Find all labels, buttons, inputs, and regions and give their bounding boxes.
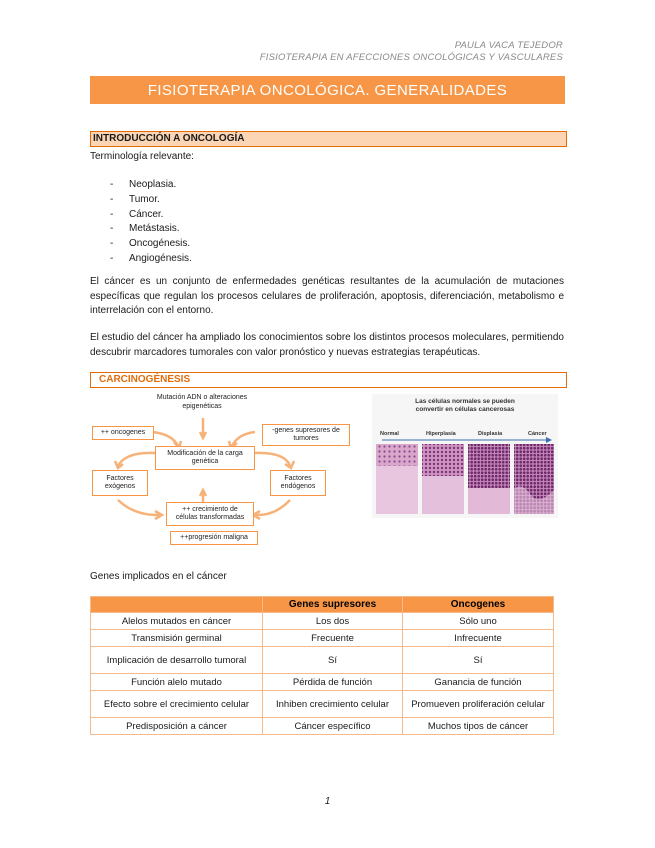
list-item: - Angiogénesis.	[110, 252, 192, 267]
transformed-cells-box: ++ crecimiento de células transformadas	[166, 502, 254, 526]
table-row: Efecto sobre el crecimiento celular Inhiben crecimiento celular Promueven proliferación celular	[91, 691, 554, 718]
table-row: Transmisión germinal Frecuente Infrecuente	[91, 630, 554, 647]
endogenous-factors-box: Factores endógenos	[270, 470, 326, 496]
table-header-supressor: Genes supresores	[263, 597, 403, 613]
paragraph-cancer-study: El estudio del cáncer ha ampliado los conocimientos sobre los distintos procesos moleculares, permitiendo descubrir marcadores tumorales con valor pronóstico y nuevas estrategias terapéuticas.	[90, 332, 564, 358]
page-title: FISIOTERAPIA ONCOLÓGICA. GENERALIDADES	[90, 76, 565, 104]
exogenous-factors-box: Factores exógenos	[92, 470, 148, 496]
list-item: - Neoplasia.	[110, 178, 192, 193]
table-header-row	[91, 597, 554, 613]
genes-table	[90, 596, 554, 735]
mutation-label: Mutación ADN o alteraciones epigenéticas	[156, 394, 248, 410]
carcinogenesis-diagram	[90, 390, 360, 550]
stage-label-cancer: Cáncer	[528, 431, 547, 437]
table-header-oncogenes: Oncogenes	[403, 597, 554, 613]
author-name: PAULA VACA TEJEDOR	[454, 40, 563, 51]
malignant-progression-box: ++progresión maligna	[170, 531, 258, 545]
list-item: - Oncogénesis.	[110, 237, 192, 252]
stage-label-dysplasia: Displasia	[478, 431, 503, 437]
table-row: Implicación de desarrollo tumoral Sí Sí	[91, 647, 554, 674]
table-row: Función alelo mutado Pérdida de función Ganancia de función	[91, 674, 554, 691]
section-heading-intro: INTRODUCCIÓN A ONCOLOGÍA	[90, 131, 567, 147]
stage-label-hyperplasia: Hiperplasia	[426, 431, 456, 437]
page-number: 1	[324, 796, 331, 807]
supressor-genes-box: -genes supresores de tumores	[262, 424, 350, 446]
course-name: FISIOTERAPIA EN AFECCIONES ONCOLÓGICAS Y VASCULARES	[259, 52, 563, 63]
list-item: - Tumor.	[110, 193, 192, 208]
histology-figure	[372, 394, 558, 518]
genes-caption: Genes implicados en el cáncer	[90, 571, 227, 582]
paragraph-cancer-definition: El cáncer es un conjunto de enfermedades genéticas resultantes de la acumulación de mutaciones específicas que regulan los procesos celulares de proliferación, apoptosis, diferenciación, metabolismo e interrelación con el entorno.	[90, 276, 564, 316]
table-header-empty	[91, 597, 263, 613]
terminology-label: Terminología relevante:	[90, 151, 194, 162]
list-item: - Cáncer.	[110, 208, 192, 223]
histology-stages-image	[372, 394, 558, 518]
histology-title: Las células normales se pueden convertir en células cancerosas	[415, 398, 515, 413]
terms-list	[110, 178, 192, 267]
oncogenes-box: ++ oncogenes	[92, 426, 154, 440]
genetic-load-box: Modificación de la carga genética	[155, 446, 255, 470]
section-heading-carcinogenesis: CARCINOGÉNESIS	[90, 372, 567, 388]
table-row: Alelos mutados en cáncer Los dos Sólo uno	[91, 613, 554, 630]
stage-label-normal: Normal	[380, 431, 399, 437]
table-row: Predisposición a cáncer Cáncer específico Muchos tipos de cáncer	[91, 718, 554, 735]
document-header	[260, 40, 563, 64]
list-item: - Metástasis.	[110, 222, 192, 237]
